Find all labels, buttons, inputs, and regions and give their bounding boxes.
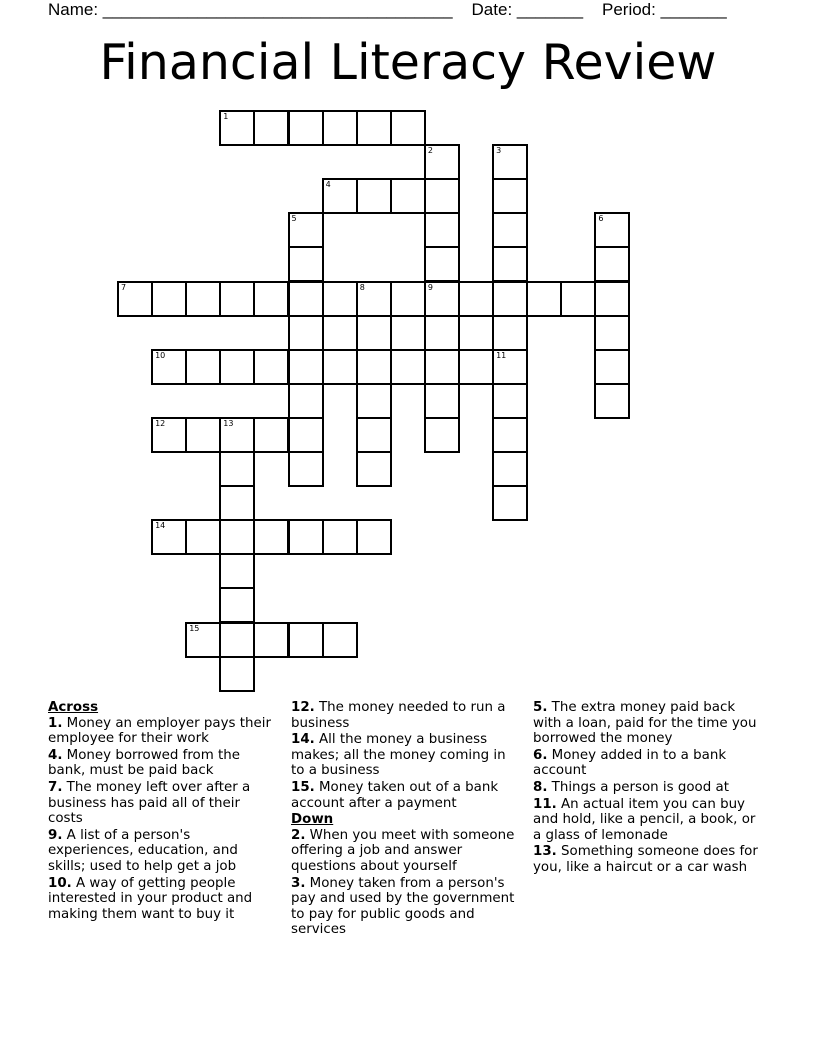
crossword-cell[interactable] bbox=[288, 417, 324, 453]
clue-number: 14 bbox=[155, 521, 166, 531]
clue-number: 4 bbox=[325, 180, 331, 190]
clue-down-11: 11. An actual item you can buy and hold, like a pencil, a book, or a glass of lemonade bbox=[533, 796, 756, 843]
crossword-cell[interactable] bbox=[424, 212, 460, 248]
clue-across-12: 12. The money needed to run a business bbox=[291, 700, 506, 731]
crossword-cell[interactable] bbox=[492, 246, 528, 282]
name-label: Name: bbox=[48, 0, 103, 19]
crossword-cell[interactable] bbox=[424, 281, 460, 317]
clue-across-4: 4. Money borrowed from the bank, must be paid back bbox=[48, 747, 241, 779]
crossword-cell[interactable] bbox=[185, 349, 221, 385]
clue-across-14: 14. All the money a business makes; all the money coming in to a business bbox=[291, 732, 506, 779]
clue-down-5: 5. The extra money paid back with a loan, paid for the time you borrowed the money bbox=[533, 700, 757, 747]
crossword-cell[interactable] bbox=[594, 315, 630, 351]
crossword-cell[interactable] bbox=[151, 417, 187, 453]
clue-number: 11 bbox=[496, 350, 507, 360]
down-heading: Down bbox=[291, 812, 334, 828]
crossword-cell[interactable] bbox=[117, 281, 153, 317]
clue-number: 15 bbox=[189, 623, 200, 633]
clue-across-7: 7. The money left over after a business has paid all of their costs bbox=[48, 779, 251, 827]
page-title: Financial Literacy Review bbox=[99, 34, 717, 91]
crossword-cell[interactable] bbox=[356, 315, 392, 351]
period-label: Period: bbox=[601, 0, 661, 19]
crossword-cell[interactable] bbox=[322, 281, 358, 317]
crossword-cell[interactable] bbox=[492, 212, 528, 248]
crossword-cell[interactable] bbox=[288, 315, 324, 351]
crossword-cell[interactable] bbox=[356, 383, 392, 419]
crossword-cell[interactable] bbox=[322, 519, 358, 555]
crossword-cell[interactable] bbox=[322, 349, 358, 385]
crossword-cell[interactable] bbox=[594, 349, 630, 385]
clue-number: 13 bbox=[223, 418, 234, 428]
crossword-cell[interactable] bbox=[492, 383, 528, 419]
clue-across-10: 10. A way of getting people interested in your product and making them want to buy it bbox=[48, 875, 253, 922]
crossword-cell[interactable] bbox=[288, 519, 324, 555]
crossword-cell[interactable] bbox=[390, 178, 426, 214]
clue-number: 2 bbox=[427, 146, 433, 156]
crossword-cell[interactable] bbox=[356, 178, 392, 214]
clues-column-1 bbox=[48, 700, 276, 923]
crossword-cell[interactable] bbox=[322, 622, 358, 658]
crossword-cell[interactable] bbox=[492, 349, 528, 385]
crossword-cell[interactable] bbox=[526, 281, 562, 317]
name-field[interactable]: _____________________________________ bbox=[102, 0, 453, 19]
period-field[interactable]: _______ bbox=[660, 0, 727, 19]
crossword-cell[interactable] bbox=[424, 349, 460, 385]
crossword-cell[interactable] bbox=[219, 553, 255, 589]
crossword-cell[interactable] bbox=[253, 281, 289, 317]
clue-across-9: 9. A list of a person's experiences, education, and skills; used to help get a job bbox=[48, 827, 238, 874]
crossword-cell[interactable] bbox=[288, 281, 324, 317]
date-field[interactable]: _______ bbox=[516, 0, 584, 19]
crossword-cell[interactable] bbox=[219, 281, 255, 317]
crossword-cell[interactable] bbox=[185, 622, 221, 658]
crossword-cell[interactable] bbox=[458, 281, 494, 317]
clue-number: 8 bbox=[359, 282, 365, 292]
crossword-cell[interactable] bbox=[356, 281, 392, 317]
date-label: Date: bbox=[471, 0, 517, 19]
crossword-cell[interactable] bbox=[594, 212, 630, 248]
crossword-cell[interactable] bbox=[492, 281, 528, 317]
crossword-cell[interactable] bbox=[219, 656, 255, 692]
clue-across-1: 1. Money an employer pays their employee for their work bbox=[48, 715, 271, 747]
crossword-cell[interactable] bbox=[424, 383, 460, 419]
crossword-cell[interactable] bbox=[356, 110, 392, 146]
crossword-cell[interactable] bbox=[219, 451, 255, 487]
crossword-cell[interactable] bbox=[288, 246, 324, 282]
crossword-cell[interactable] bbox=[253, 519, 289, 555]
clue-down-6: 6. Money added in to a bank account bbox=[533, 747, 727, 779]
crossword-cell[interactable] bbox=[288, 212, 324, 248]
clue-down-13: 13. Something someone does for you, like a haircut or a car wash bbox=[533, 844, 758, 875]
clues-column-3 bbox=[533, 700, 761, 877]
crossword-cell[interactable] bbox=[322, 110, 358, 146]
clues-column-2 bbox=[291, 700, 519, 939]
crossword-cell[interactable] bbox=[185, 281, 221, 317]
crossword-cell[interactable] bbox=[492, 451, 528, 487]
clue-number: 5 bbox=[291, 214, 297, 224]
crossword-cell[interactable] bbox=[424, 315, 460, 351]
crossword-cell[interactable] bbox=[288, 349, 324, 385]
clue-down-3: 3. Money taken from a person's pay and used by the government to pay for public goods and services bbox=[291, 875, 515, 938]
crossword-cell[interactable] bbox=[151, 281, 187, 317]
crossword-cell[interactable] bbox=[594, 246, 630, 282]
crossword-cell[interactable] bbox=[288, 451, 324, 487]
crossword-cell[interactable] bbox=[253, 622, 289, 658]
clue-across-15: 15. Money taken out of a bank account after a payment bbox=[291, 779, 499, 811]
crossword-cell[interactable] bbox=[288, 110, 324, 146]
crossword-cell[interactable] bbox=[219, 587, 255, 623]
crossword-cell[interactable] bbox=[219, 519, 255, 555]
crossword-cell[interactable] bbox=[492, 485, 528, 521]
across-heading: Across bbox=[48, 700, 99, 715]
crossword-cell[interactable] bbox=[253, 349, 289, 385]
crossword-cell[interactable] bbox=[356, 519, 392, 555]
crossword-cell[interactable] bbox=[390, 349, 426, 385]
crossword-cell[interactable] bbox=[356, 349, 392, 385]
crossword-cell[interactable] bbox=[492, 315, 528, 351]
crossword-cell[interactable] bbox=[390, 110, 426, 146]
clue-down-8: 8. Things a person is good at bbox=[533, 779, 729, 795]
crossword-cell[interactable] bbox=[151, 519, 187, 555]
crossword-cell[interactable] bbox=[185, 519, 221, 555]
crossword-cell[interactable] bbox=[151, 349, 187, 385]
crossword-cell[interactable] bbox=[288, 383, 324, 419]
crossword-cell[interactable] bbox=[594, 383, 630, 419]
crossword-cell[interactable] bbox=[492, 417, 528, 453]
crossword-cell[interactable] bbox=[219, 110, 255, 146]
clue-number: 12 bbox=[155, 418, 166, 428]
crossword-cell[interactable] bbox=[424, 417, 460, 453]
crossword-cell[interactable] bbox=[492, 178, 528, 214]
crossword-cell[interactable] bbox=[219, 417, 255, 453]
clue-number: 6 bbox=[598, 214, 604, 224]
crossword-cell[interactable] bbox=[185, 417, 221, 453]
crossword-cell[interactable] bbox=[458, 349, 494, 385]
clue-number: 7 bbox=[121, 282, 127, 292]
crossword-cell[interactable] bbox=[390, 281, 426, 317]
crossword-cell[interactable] bbox=[424, 246, 460, 282]
crossword-cell[interactable] bbox=[424, 144, 460, 180]
clue-number: 3 bbox=[496, 146, 502, 156]
clue-number: 10 bbox=[155, 350, 166, 360]
clue-down-2: 2. When you meet with someone offering a job and answer questions about yourself bbox=[291, 827, 515, 874]
crossword-cell[interactable] bbox=[560, 281, 596, 317]
crossword-cell[interactable] bbox=[356, 417, 392, 453]
crossword-cell[interactable] bbox=[594, 281, 630, 317]
crossword-cell[interactable] bbox=[253, 110, 289, 146]
crossword-cell[interactable] bbox=[492, 144, 528, 180]
clue-number: 1 bbox=[223, 112, 229, 121]
clue-number: 9 bbox=[427, 282, 433, 292]
crossword-cell[interactable] bbox=[424, 178, 460, 214]
crossword-cell[interactable] bbox=[288, 622, 324, 658]
crossword-cell[interactable] bbox=[253, 417, 289, 453]
crossword-cell[interactable] bbox=[322, 178, 358, 214]
crossword-cell[interactable] bbox=[219, 485, 255, 521]
crossword-cell[interactable] bbox=[219, 622, 255, 658]
crossword-cell[interactable] bbox=[219, 349, 255, 385]
crossword-cell[interactable] bbox=[356, 451, 392, 487]
